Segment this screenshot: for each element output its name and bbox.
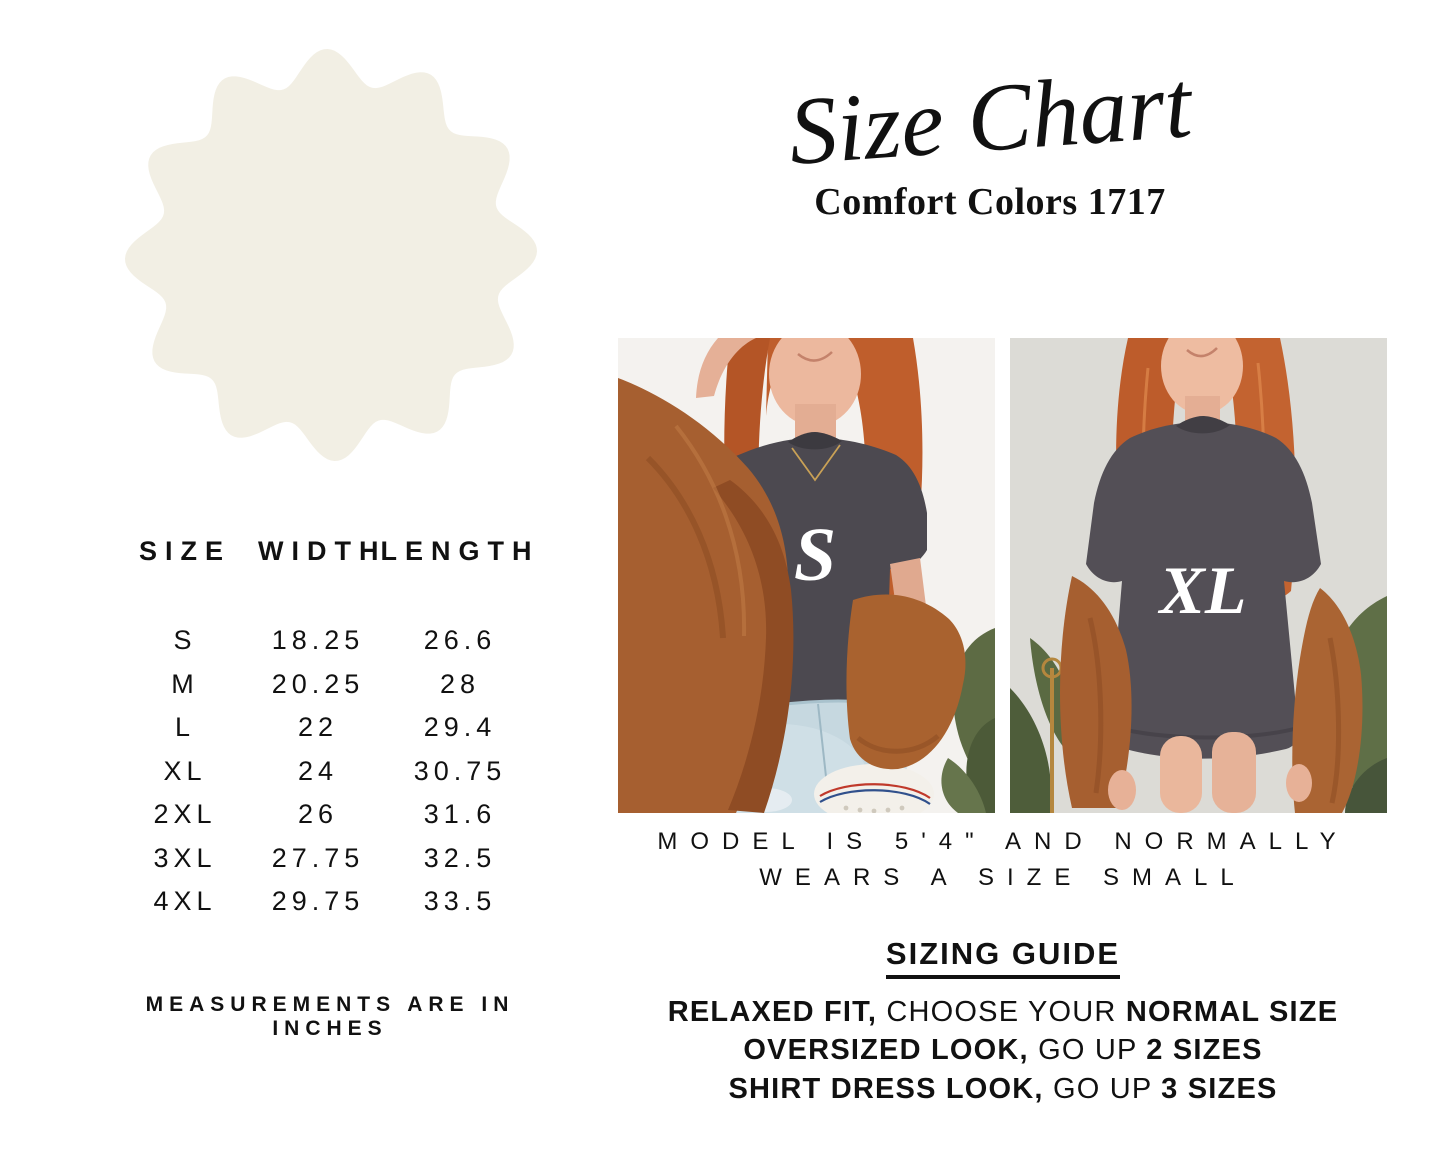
cell-length: 30.75	[413, 755, 507, 786]
cell-size: L	[174, 712, 196, 743]
sizing-guide-heading: SIZING GUIDE	[886, 936, 1120, 979]
model-leg-left	[1160, 736, 1202, 813]
scallop-polygon	[125, 49, 537, 461]
col-header-size: SIZE	[138, 536, 231, 566]
table-row	[112, 837, 542, 881]
cell-length: 33.5	[423, 886, 497, 917]
table-row	[112, 750, 542, 794]
model-caption-line2: WEARS A SIZE SMALL	[759, 864, 1247, 891]
guide-bold: SHIRT DRESS LOOK,	[728, 1072, 1044, 1105]
cell-width: 27.75	[271, 842, 365, 873]
table-row	[112, 880, 542, 924]
model-caption	[618, 824, 1388, 896]
cell-size: 2XL	[153, 799, 217, 830]
page-subtitle: Comfort Colors 1717	[814, 181, 1166, 223]
model-photo-size-xl	[1010, 338, 1387, 813]
cell-width: 18.25	[271, 625, 365, 656]
size-table-header	[112, 536, 542, 567]
photo-illustration-s	[618, 338, 995, 813]
table-row	[112, 793, 542, 837]
model-leg-right	[1212, 732, 1256, 813]
model-hand-left	[1108, 770, 1136, 810]
table-row	[112, 619, 542, 663]
cell-length: 31.6	[423, 799, 497, 830]
shirt-size-letter-s: S	[793, 513, 837, 597]
guide-regular: GO UP	[1028, 1034, 1147, 1067]
col-header-width: WIDTH	[258, 536, 387, 566]
col-header-length: LENGTH	[380, 536, 540, 566]
cell-length: 29.4	[423, 712, 497, 743]
guide-bold: 3 SIZES	[1161, 1072, 1278, 1105]
guide-bold: 2 SIZES	[1146, 1034, 1263, 1067]
cell-length: 26.6	[423, 625, 497, 656]
cell-size: M	[171, 668, 199, 699]
cell-length: 28	[439, 668, 481, 699]
shirt-size-letter-xl: XL	[1159, 552, 1247, 628]
size-table-rows	[112, 619, 542, 924]
title-block	[590, 50, 1390, 224]
cell-width: 29.75	[271, 886, 365, 917]
measurements-note: MEASUREMENTS ARE IN INCHES	[145, 993, 515, 1040]
sizing-guide-lines	[618, 993, 1388, 1108]
sizing-guide-line	[618, 1070, 1388, 1108]
guide-regular: GO UP	[1043, 1072, 1162, 1105]
cell-size: 4XL	[153, 886, 217, 917]
model-hand-right	[1286, 764, 1312, 802]
sizing-guide-line	[618, 993, 1388, 1031]
guide-regular: CHOOSE YOUR	[877, 996, 1126, 1028]
cell-width: 20.25	[271, 668, 365, 699]
cell-size: S	[173, 625, 197, 656]
cell-size: XL	[163, 755, 207, 786]
page-title: Size Chart	[785, 50, 1195, 185]
scallop-shape	[112, 36, 550, 474]
guide-bold: NORMAL SIZE	[1125, 996, 1339, 1028]
guide-bold: OVERSIZED LOOK,	[743, 1034, 1029, 1067]
photo-illustration-xl	[1010, 338, 1387, 813]
model-caption-line1: MODEL IS 5'4" AND NORMALLY	[657, 828, 1349, 855]
cell-width: 24	[297, 755, 339, 786]
sizing-guide-line	[618, 1031, 1388, 1069]
cell-size: 3XL	[153, 842, 217, 873]
table-row	[112, 706, 542, 750]
size-table	[112, 536, 542, 924]
model-photo-size-s	[618, 338, 995, 813]
cell-length: 32.5	[423, 842, 497, 873]
cell-width: 26	[297, 799, 339, 830]
cell-width: 22	[297, 712, 339, 743]
sizing-guide	[618, 936, 1388, 1108]
guide-bold: RELAXED FIT,	[667, 996, 878, 1028]
table-row	[112, 663, 542, 707]
